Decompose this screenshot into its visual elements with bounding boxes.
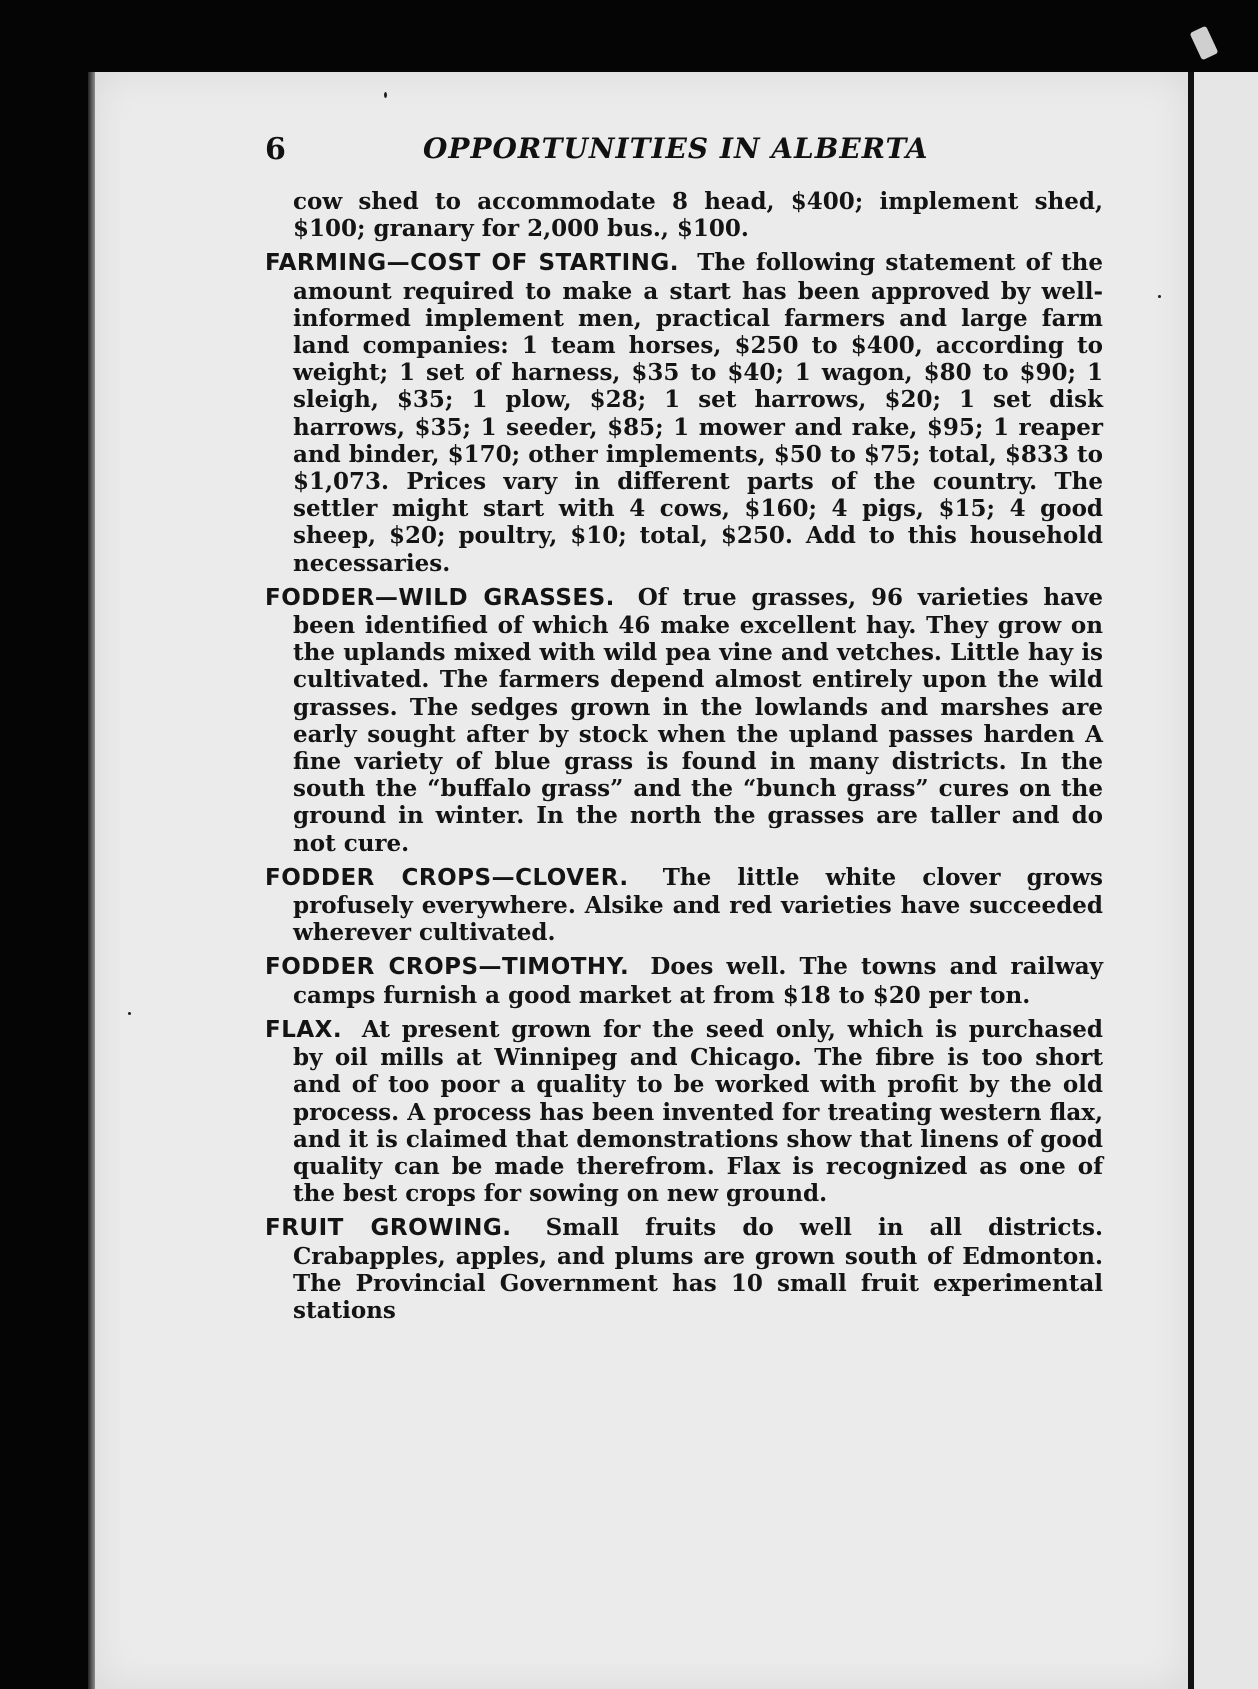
entry-text: At present grown for the seed only, which is purchased by oil mills at Winnipeg and Chicago. The fibre is too short and of too poor a quality to be worked with profit by the old process. A process has been invented for treating western flax, and it is claimed that demonstrations show that linens of good quality can be made therefrom. Flax is recognized as one of the best crops for sowing on new ground.	[293, 1015, 1103, 1208]
scan-speck	[128, 1012, 131, 1015]
entry-fruit-growing	[265, 1214, 1103, 1324]
page-number: 6	[265, 132, 286, 167]
entry-text: Small fruits do well in all districts. Crabapples, apples, and plums are grown south of Edmonton. The Provincial Government has 10 small fruit experimental stations	[293, 1214, 1103, 1324]
entry-flax	[265, 1016, 1103, 1207]
entry-heading: FODDER—WILD GRASSES.	[265, 584, 615, 611]
entry-heading: FARMING—COST OF STARTING.	[265, 250, 680, 277]
entry-heading: FODDER CROPS—TIMOTHY.	[265, 954, 630, 981]
entry-text: Does well. The towns and railway camps furnish a good market at from $18 to $20 per ton.	[293, 953, 1104, 1009]
running-title: OPPORTUNITIES IN ALBERTA	[423, 132, 929, 165]
entry-text: The little white clover grows profusely everywhere. Alsike and red varieties have succeeded wherever cultivated.	[293, 863, 1103, 947]
entry-text: cow shed to accommodate 8 head, $400; implement shed, $100; granary for 2,000 bus., $100.	[293, 188, 1103, 243]
entry-text: Of true grasses, 96 varieties have been identified of which 46 make excellent hay. They grow on the uplands mixed with wild pea vine and vetches. Little hay is cultivated. The farmers depend almost entirely upon the wild grasses. The sedges grown in the lowlands and marshes are early sought after by stock when the upland passes harden A fine variety of blue grass is found in many districts. In the south the “buffalo grass” and the “bunch grass” cures on the ground in winter. In the north the grasses are taller and do not cure.	[293, 583, 1103, 857]
entry-fodder-wild-grasses	[265, 584, 1103, 857]
entry-fodder-clover	[265, 864, 1103, 947]
page-body	[265, 188, 1103, 1331]
entry-farming-cost	[265, 249, 1103, 576]
page-header	[265, 132, 1165, 172]
scan-smudge	[1190, 26, 1219, 61]
entry-text: The following statement of the amount required to make a start has been approved by well-informed implement men, practical farmers and large farm land companies: 1 team horses, $250 to $400, according to weight; 1 set of harness, $35 to $40; 1 wagon, $80 to $90; 1 sleigh, $35; 1 plow, $28; 1 set harrows, $20; 1 set disk harrows, $35; 1 seeder, $85; 1 mower and rake, $95; 1 reaper and binder, $170; other implements, $50 to $75; total, $833 to $1,073. Prices vary in different parts of the country. The settler might start with 4 cows, $160; 4 pigs, $15; 4 good sheep, $20; poultry, $10; total, $250. Add to this household necessaries.	[293, 249, 1103, 577]
entry-heading: FODDER CROPS—CLOVER.	[265, 864, 629, 891]
entry-fodder-timothy	[265, 953, 1103, 1008]
entry-continuation	[265, 188, 1103, 242]
entry-heading: FLAX.	[265, 1016, 343, 1043]
scan-speck	[384, 92, 387, 98]
scan-speck	[1158, 295, 1161, 298]
facing-page-strip	[1194, 72, 1258, 1689]
entry-heading: FRUIT GROWING.	[265, 1215, 512, 1242]
